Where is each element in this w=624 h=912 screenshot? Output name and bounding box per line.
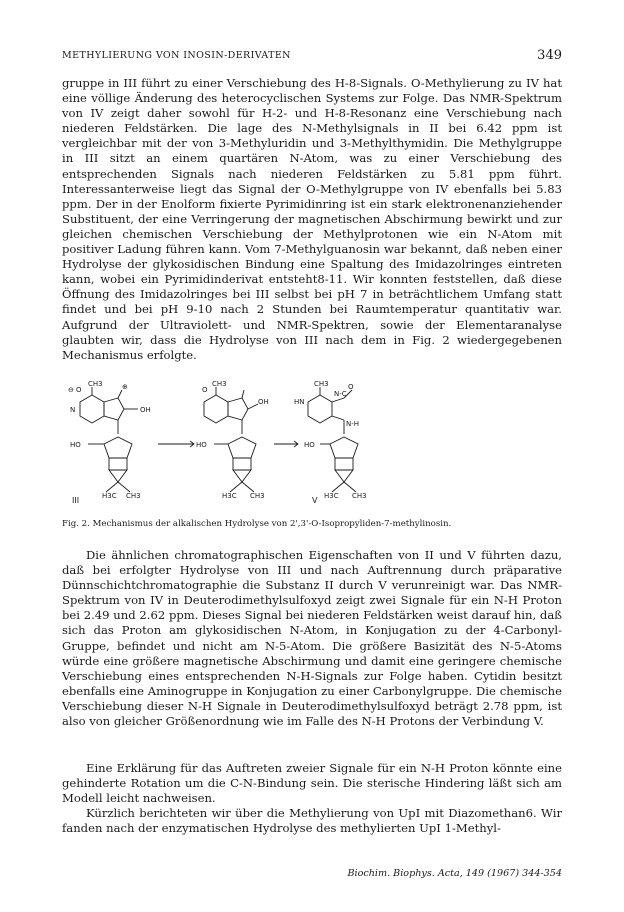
atom-o-2: O (202, 386, 208, 394)
atom-plus-iii: ⊕ (122, 383, 128, 391)
structure-2-imidazole-ring (228, 398, 248, 420)
atom-ch3-v: CH3 (314, 380, 329, 388)
structure-2-pyrimidine-ring (204, 395, 228, 423)
journal-citation: Biochim. Biophys. Acta, 149 (1967) 344-354 (347, 868, 562, 879)
reaction-mechanism-figure (62, 380, 367, 502)
atom-nh-v: N-H (346, 420, 360, 428)
atom-ch3-v-acetonide: CH3 (352, 492, 367, 500)
atom-o-iii: O (76, 386, 82, 394)
atom-ch3-2-acetonide: CH3 (250, 492, 265, 500)
figure-caption: Fig. 2. Mechanismus der alkalischen Hydrolyse von 2',3'-O-Isopropyliden-7-methylinosin. (62, 519, 452, 529)
running-head: METHYLIERUNG VON INOSIN-DERIVATEN (62, 50, 291, 61)
structure-v-ribose-ring (330, 437, 358, 458)
atom-ho-2: HO (196, 441, 207, 449)
atom-hn-v: HN (294, 398, 305, 406)
atom-ch3-iii-acetonide: CH3 (126, 492, 141, 500)
atom-h3c-2: H3C (222, 492, 237, 500)
atom-h3c-iii: H3C (102, 492, 117, 500)
body-paragraph-1: gruppe in III führt zu einer Verschiebung des H-8-Signals. O-Methylierung zu IV hat eine völlige Änderung des heterocyclischen Systems zur Folge. Das NMR-Spektrum von IV zeigt daher sowohl für H-2- und H-8-Resonanz eine Verschiebung nach niederen Feldstärken. Die lage des N-Methylsignals in II bei 6.42 ppm ist vergleichbar mit der von 3-Methyluridin und 3-Methylthymidin. Die Methylgruppe in III sitzt an einem quartären N-Atom, was zu einer Verschiebung des entsprechenden Signals nach niederen Feldstärken zu 5.81 ppm führt. Interessanterweise liegt das Signal der O-Methylgruppe von IV ebenfalls bei 5.83 ppm. Der in der Enolform fixierte Pyrimidinring ist ein stark elektronenanziehender Substituent, der eine Verringerung der magnetischen Abschirmung bewirkt und zur gleichen chemischen Verschiebung der Methylprotonen wie ein N-Atom mit positiver Ladung führen kann. Vom 7-Methylguanosin war bekannt, daß neben einer Hydrolyse der glykosidischen Bindung eine Spaltung des Imidazolringes eintreten kann, wobei ein Pyrimidinderivat entsteht8-11. Wir konnten feststellen, daß diese Öffnung des Imidazolringes bei III selbst bei pH 7 in beträchtlichem Umfang statt findet und bei pH 9-10 nach 2 Stunden bei Raumtemperatur quantitativ war. Aufgrund der Ultraviolett- und NMR-Spektren, sowie der Elementaranalyse glaubten wir, dass die Hydrolyse von III nach dem in Fig. 2 wiedergegebenen Mechanismus erfolgte. (62, 76, 562, 362)
atom-ho-iii: HO (70, 441, 81, 449)
structure-label-iii: III (72, 496, 80, 505)
atom-ho-v: HO (304, 441, 315, 449)
structure-2-ribose-ring (228, 437, 256, 458)
structure-label-v: V (312, 496, 318, 505)
atom-ch3-2: CH3 (212, 380, 227, 388)
body-paragraph-3: Eine Erklärung für das Auftreten zweier Signale für ein N-H Proton könnte eine gehinderte Rotation um die C-N-Bindung sein. Die sterische Hindering läßt sich am Modell leicht nachweisen. (62, 761, 562, 806)
structure-iii-ribose-ring (104, 437, 132, 458)
body-paragraph-2: Die ähnlichen chromatographischen Eigenschaften von II und V führten dazu, daß bei erfolgter Hydrolyse von III und nach Auftrennung durch präparative Dünnschichtchromatographie die Substanz II durch V verunreinigt war. Das NMR-Spektrum von IV in Deuterodimethylsulfoxyd zeigt zwei Signale für ein N-H Proton bei 2.49 und 2.62 ppm. Dieses Signal bei niederen Feldstärken weist darauf hin, daß sich das Proton am glykosidischen N-Atom, in Konjugation zu der 4-Carbonyl-Gruppe, befindet und nicht am N-5-Atom. Die größere Basizität des N-5-Atoms würde eine größere magnetische Abschirmung und damit eine geringere chemische Verschiebung eines entsprechenden N-H-Signals zur Folge haben. Cytidin besitzt ebenfalls eine Aminogruppe in Konjugation zu einer Carbonylgruppe. Die chemische Verschiebung dieser N-H Signale in Deuterodimethylsulfoxyd beträgt 2.78 ppm, ist also von gleicher Größenordnung wie im Falle des N-H Protons der Verbindung V. (62, 548, 562, 729)
structure-iii-imidazole-ring (104, 398, 124, 420)
atom-h3c-v: H3C (324, 492, 339, 500)
reaction-scheme (62, 380, 367, 502)
atom-oh-2: OH (258, 398, 269, 406)
atom-n-iii: N (70, 406, 76, 414)
atom-oh-iii: OH (140, 406, 151, 414)
structure-2-dioxolane-ring (233, 470, 251, 482)
page-number: 349 (537, 48, 562, 63)
atom-minus-iii: ⊖ (68, 386, 74, 394)
body-paragraph-4: Kürzlich berichteten wir über die Methylierung von UpI mit Diazomethan6. Wir fanden nach der enzymatischen Hydrolyse des methylierten UpI 1-Methyl- (62, 806, 562, 836)
atom-o-v: O (348, 383, 354, 391)
structure-iii-pyrimidine-ring (80, 395, 104, 423)
atom-nc-v: N-C (334, 390, 347, 398)
structure-v-dioxolane-ring (335, 470, 353, 482)
structure-iii-dioxolane-ring (109, 470, 127, 482)
structure-v-pyrimidine-ring (308, 395, 332, 423)
atom-ch3-iii: CH3 (88, 380, 103, 388)
